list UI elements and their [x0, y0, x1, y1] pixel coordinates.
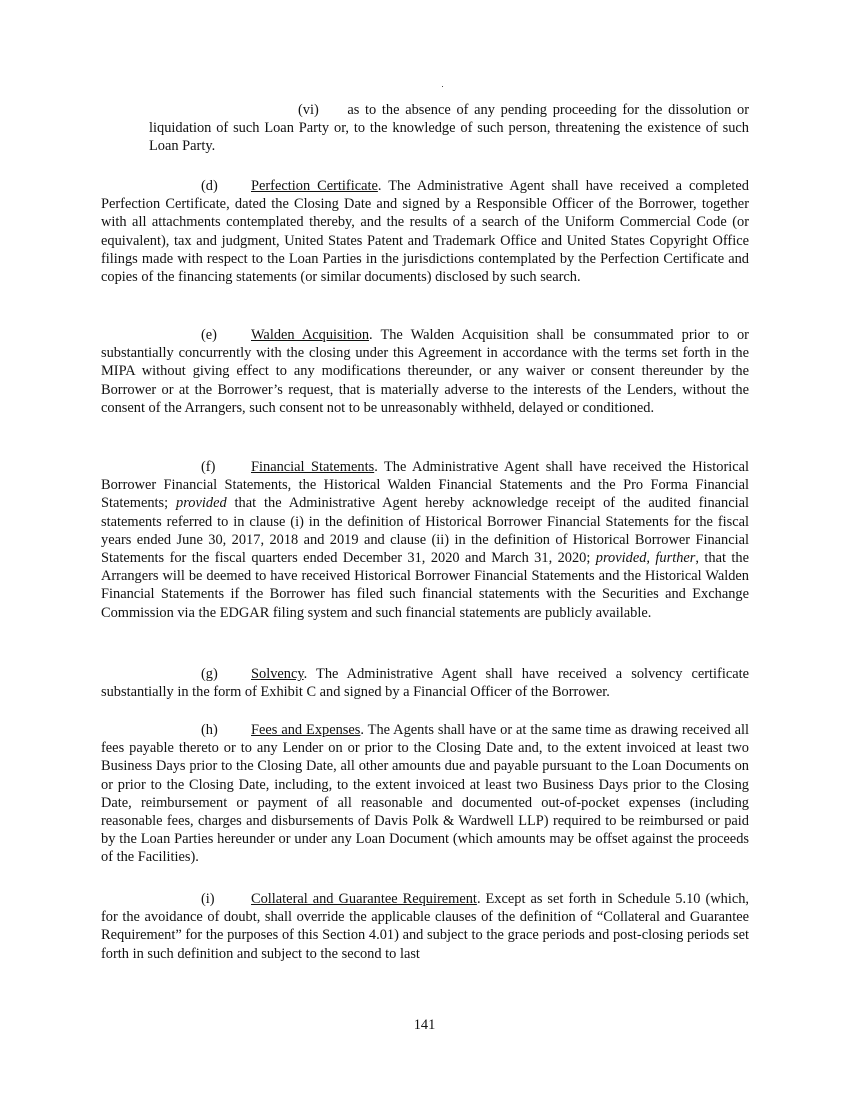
- clause-i-heading: Collateral and Guarantee Requirement: [251, 891, 477, 907]
- page-number: 141: [413, 1017, 436, 1033]
- clause-f-text-2: that the Administrative Agent hereby acknowledge receipt of the audited financial statements referred to in clause (i) in the definition of Historical Borrower Financial Statements for the fiscal years ended June 30, 2017, 2018 and 2019 and clause (ii) in the definition of Historical Borrower Financial Statements for the fiscal quarters ended December 31, 2020 and March 31, 2020;: [101, 495, 750, 567]
- clause-h-heading: Fees and Expenses: [251, 722, 361, 738]
- clause-f-text-1: . The Administrative Agent shall have received the Historical Borrower Financial Statements, the Historical Walden Financial Statements and the Pro Forma Financial Statements;: [101, 459, 750, 512]
- clause-vi-marker: (vi): [298, 102, 319, 118]
- clause-f: [101, 458, 749, 622]
- clause-d-marker: (d): [201, 178, 218, 194]
- clause-i-text: . Except as set forth in Schedule 5.10 (which, for the avoidance of doubt, shall override the applicable clauses of the definition of “Collateral and Guarantee Requirement” for the purposes of this Section 4.01) and subject to the grace periods and post-closing periods set forth in such definition and subject to the second to last: [101, 891, 750, 962]
- clause-h-text: . The Agents shall have or at the same time as drawing received all fees payable thereto or to any Lender on or prior to the Closing Date and, to the extent invoiced at least two Business Days prior to the Closing Date, all other amounts due and payable pursuant to the Loan Documents on or prior to the Closing Date, including, to the extent invoiced at least two Business Days prior to the Closing Date, reimbursement or payment of all reasonable and documented out-of-pocket expenses (including reasonable fees, charges and disbursements of Davis Polk & Wardwell LLP) required to be reimbursed or paid by the Loan Parties hereunder or under any Loan Document (which amounts may be offset against the proceeds of the Facilities).: [101, 722, 750, 866]
- clause-d-text: . The Administrative Agent shall have received a completed Perfection Certificate, dated the Closing Date and signed by a Responsible Officer of the Borrower, together with all attachments contemplated thereby, and the results of a search of the Uniform Commercial Code (or equivalent), tax and judgment, United States Patent and Trademark Office and United States Copyright Office filings made with respect to the Loan Parties in the jurisdictions contemplated by the Perfection Certificate and copies of the financing statements (or similar documents) disclosed by such search.: [101, 178, 749, 286]
- clause-d-heading: Perfection Certificate: [251, 178, 378, 194]
- clause-i: [101, 890, 749, 963]
- clause-e-text: . The Walden Acquisition shall be consummated prior to or substantially concurrently with the closing under this Agreement in accordance with the terms set forth in the MIPA without giving effect to any modifications thereunder, or any waiver or consent thereunder by the Borrower or at the Borrower’s request, that is materially adverse to the interests of the Lenders, without the consent of the Arrangers, such consent not to be unreasonably withheld, delayed or conditioned.: [101, 327, 749, 416]
- clause-g: [101, 665, 749, 701]
- clause-h-marker: (h): [201, 722, 218, 738]
- clause-i-marker: (i): [201, 891, 215, 907]
- clause-d: [101, 177, 749, 286]
- clause-f-proviso-2: provided, further: [595, 550, 696, 567]
- clause-h: [101, 721, 749, 867]
- clause-e: [101, 326, 749, 417]
- scan-dot: [442, 86, 443, 87]
- clause-vi-text: as to the absence of any pending proceeding for the dissolution or liquidation of such Loan Party or, to the knowledge of such person, threatening the existence of such Loan Party.: [149, 102, 749, 155]
- clause-f-text-3: , that the Arrangers will be deemed to have received Historical Borrower Financial Statements and the Historical Walden Financial Statements if the Borrower has filed such financial statements with the Securities and Exchange Commission via the EDGAR filing system and such financial statements are publicly available.: [101, 550, 749, 621]
- clause-f-proviso-1: provided: [176, 495, 227, 512]
- clause-g-heading: Solvency: [251, 666, 304, 682]
- clause-g-text: . The Administrative Agent shall have received a solvency certificate substantially in the form of Exhibit C and signed by a Financial Officer of the Borrower.: [101, 666, 749, 701]
- clause-g-marker: (g): [201, 666, 218, 682]
- clause-e-heading: Walden Acquisition: [251, 327, 370, 343]
- clause-f-heading: Financial Statements: [251, 459, 375, 475]
- clause-e-marker: (e): [201, 327, 217, 343]
- clause-f-marker: (f): [201, 459, 216, 475]
- clause-vi: [149, 101, 749, 156]
